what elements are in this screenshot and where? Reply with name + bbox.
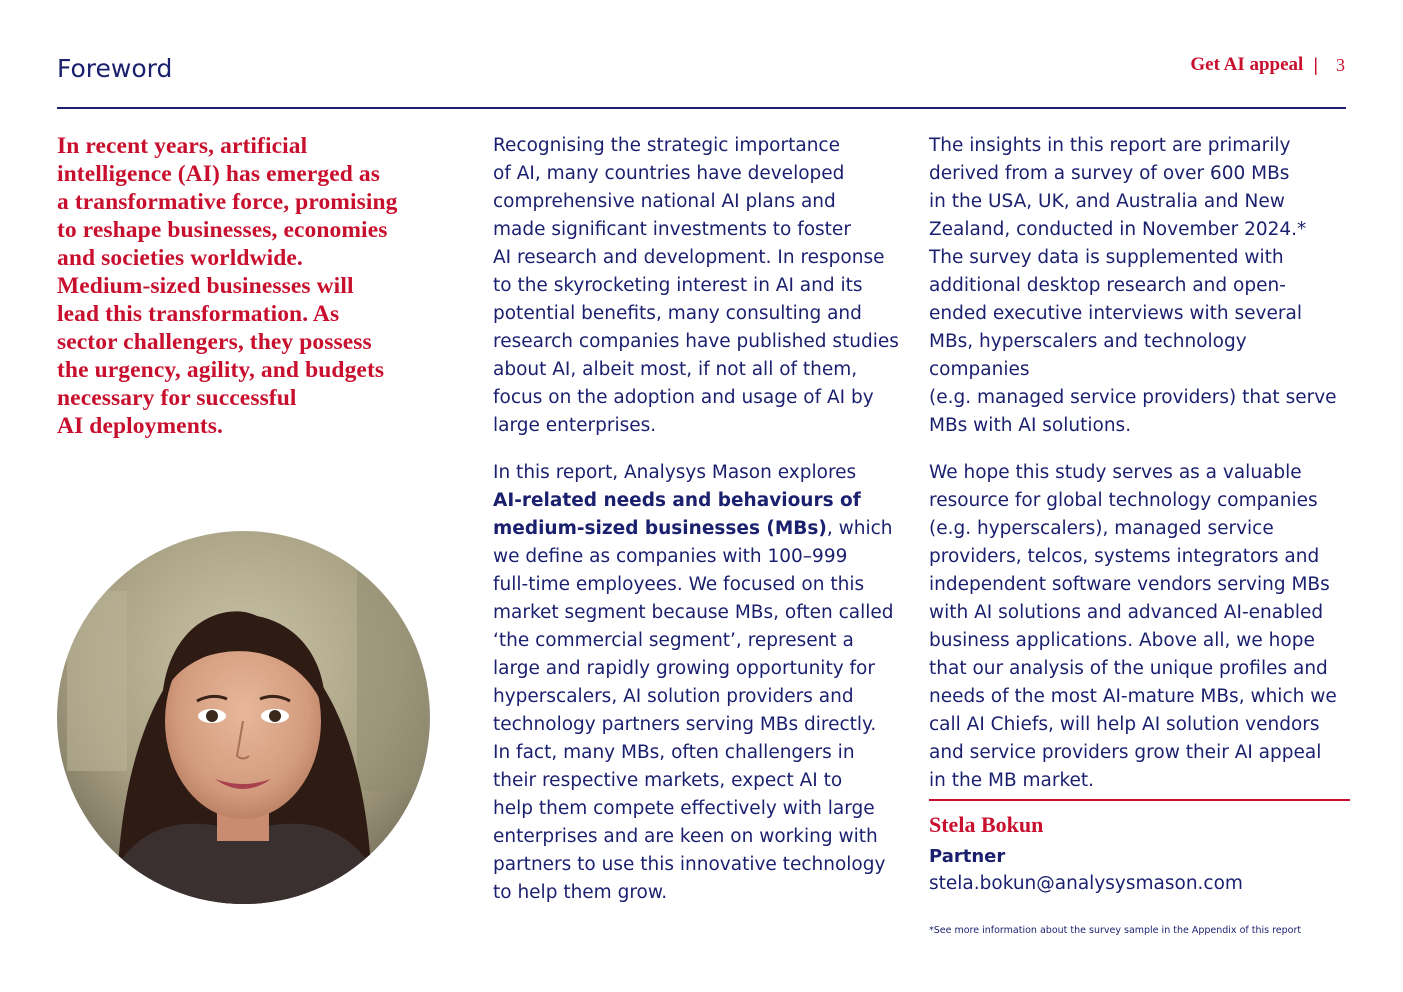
text-line: help them compete effectively with large <box>493 798 875 819</box>
header-separator: | <box>1313 54 1318 75</box>
text-line: a transformative force, promising <box>57 189 398 215</box>
text-line: that our analysis of the unique profiles and <box>929 658 1328 679</box>
text-line: large and rapidly growing opportunity for <box>493 658 875 679</box>
text-line: the urgency, agility, and budgets <box>57 357 385 383</box>
text-line: lead this transformation. As <box>57 301 340 327</box>
text-line: call AI Chiefs, will help AI solution vendors <box>929 714 1320 735</box>
paragraph-report-scope <box>493 459 908 907</box>
text-line: AI research and development. In response <box>493 247 885 268</box>
author-email-link[interactable]: stela.bokun@analysysmason.com <box>929 873 1243 894</box>
author-portrait <box>57 531 430 904</box>
text-line: full-time employees. We focused on this <box>493 574 865 595</box>
text-line: providers, telcos, systems integrators and <box>929 546 1320 567</box>
text-line: ‘the commercial segment’, represent a <box>493 630 854 651</box>
portrait-image <box>57 531 430 904</box>
text-line: AI deployments. <box>57 413 224 439</box>
text-line: we define as companies with 100–999 <box>493 546 848 567</box>
paragraph-text: , which <box>826 518 893 539</box>
text-line: The insights in this report are primarily <box>929 135 1291 156</box>
text-line: The survey data is supplemented with <box>929 247 1284 268</box>
text-line: We hope this study serves as a valuable <box>929 462 1302 483</box>
text-line: large enterprises. <box>493 415 657 436</box>
text-line: comprehensive national AI plans and <box>493 191 836 212</box>
text-line: intelligence (AI) has emerged as <box>57 161 380 187</box>
text-line: MBs, hyperscalers and technology companies <box>929 331 1247 380</box>
text-line: enterprises and are keen on working with <box>493 826 878 847</box>
text-line: (e.g. managed service providers) that serve <box>929 387 1337 408</box>
text-line: made significant investments to foster <box>493 219 851 240</box>
text-line: Medium-sized businesses will <box>57 273 354 299</box>
bold-phrase-line: AI-related needs and behaviours of <box>493 490 861 511</box>
text-line: In recent years, artificial <box>57 133 308 159</box>
column-two <box>493 132 908 926</box>
paragraph-strategic-importance <box>493 132 908 440</box>
text-line: technology partners serving MBs directly. <box>493 714 877 735</box>
author-role: Partner <box>929 846 1006 867</box>
intro-statement <box>57 132 477 440</box>
text-line: resource for global technology companies <box>929 490 1318 511</box>
text-line: of AI, many countries have developed <box>493 163 845 184</box>
signature-divider <box>929 799 1350 801</box>
column-three <box>929 132 1349 814</box>
page-number: 3 <box>1336 54 1345 75</box>
paragraph-line: In this report, Analysys Mason explores <box>493 462 857 483</box>
text-line: to the skyrocketing interest in AI and its <box>493 275 863 296</box>
section-title: Foreword <box>57 54 173 83</box>
text-line: to reshape businesses, economies <box>57 217 388 243</box>
text-line: business applications. Above all, we hope <box>929 630 1315 651</box>
text-line: Recognising the strategic importance <box>493 135 840 156</box>
text-line: hyperscalers, AI solution providers and <box>493 686 854 707</box>
bold-phrase-line: medium-sized businesses (MBs) <box>493 518 827 539</box>
paragraph-survey-insights <box>929 132 1349 440</box>
text-line: derived from a survey of over 600 MBs <box>929 163 1290 184</box>
text-line: about AI, albeit most, if not all of them, <box>493 359 858 380</box>
header-divider <box>57 107 1346 109</box>
text-line: (e.g. hyperscalers), managed service <box>929 518 1274 539</box>
text-line: and societies worldwide. <box>57 245 303 271</box>
report-header <box>1190 54 1345 76</box>
footnote: *See more information about the survey sample in the Appendix of this report <box>929 925 1302 936</box>
text-line: in the MB market. <box>929 770 1095 791</box>
text-line: focus on the adoption and usage of AI by <box>493 387 874 408</box>
text-line: needs of the most AI-mature MBs, which we <box>929 686 1337 707</box>
text-line: Zealand, conducted in November 2024.* <box>929 219 1307 240</box>
author-name: Stela Bokun <box>929 812 1044 837</box>
paragraph-study-purpose <box>929 459 1349 795</box>
text-line: In fact, many MBs, often challengers in <box>493 742 855 763</box>
text-line: sector challengers, they possess <box>57 329 372 355</box>
text-line: MBs with AI solutions. <box>929 415 1132 436</box>
text-line: research companies have published studies <box>493 331 899 352</box>
text-line: ended executive interviews with several <box>929 303 1302 324</box>
report-title: Get AI appeal <box>1190 54 1304 75</box>
text-line: necessary for successful <box>57 385 297 411</box>
text-line: independent software vendors serving MBs <box>929 574 1330 595</box>
text-line: partners to use this innovative technology <box>493 854 886 875</box>
text-line: potential benefits, many consulting and <box>493 303 862 324</box>
text-line: additional desktop research and open- <box>929 275 1286 296</box>
text-line: to help them grow. <box>493 882 668 903</box>
text-line: and service providers grow their AI appeal <box>929 742 1322 763</box>
text-line: market segment because MBs, often called <box>493 602 894 623</box>
text-line: with AI solutions and advanced AI-enabled <box>929 602 1324 623</box>
text-line: in the USA, UK, and Australia and New <box>929 191 1285 212</box>
text-line: their respective markets, expect AI to <box>493 770 843 791</box>
